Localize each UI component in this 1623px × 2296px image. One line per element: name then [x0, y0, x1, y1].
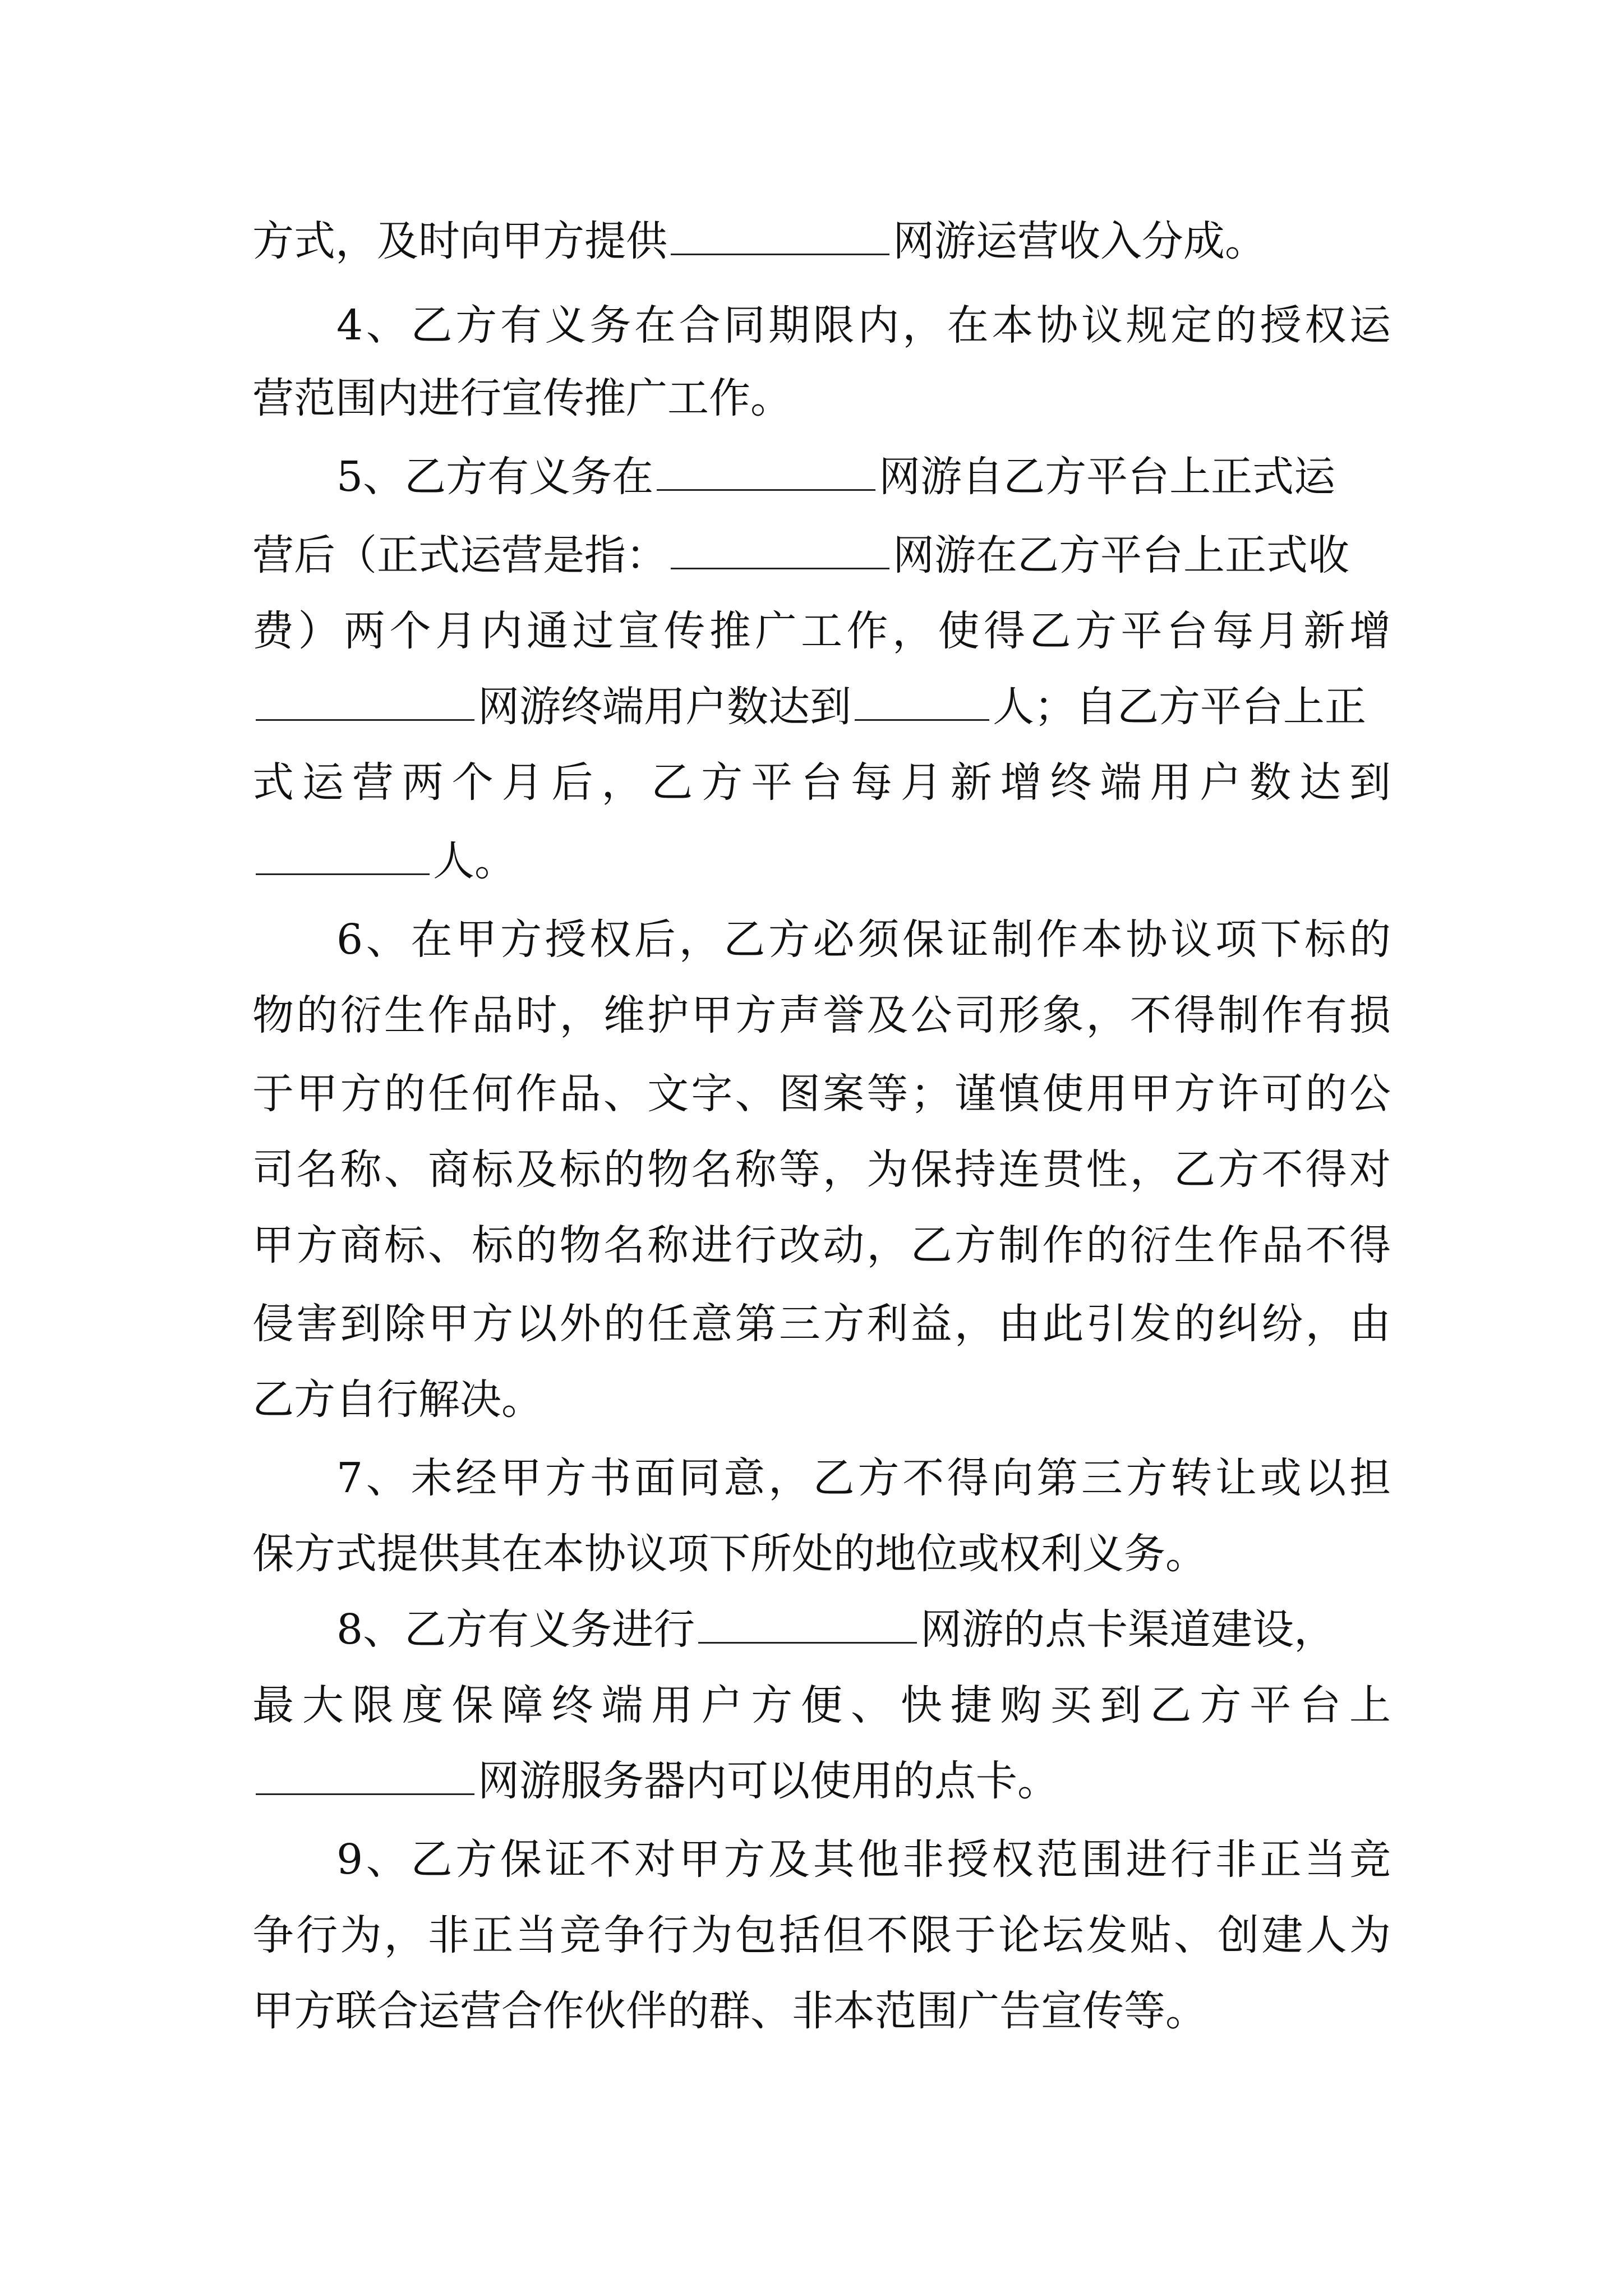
text-line: 甲方联合运营合作伙伴的群、非本范围广告宣传等。 — [252, 1987, 1207, 2035]
text-segment: 网游在乙方平台上正式收 — [893, 531, 1349, 579]
text-line — [252, 676, 1391, 738]
text-segment: 8、乙方有义务进行 — [336, 1605, 695, 1654]
fill-in-blank — [671, 564, 889, 569]
text-line: 9、乙方保证不对甲方及其他非授权范围进行非正当竞 — [336, 1835, 1391, 1884]
text-line: 7、未经甲方书面同意，乙方不得向第三方转让或以担 — [336, 1454, 1391, 1502]
text-line — [252, 524, 1391, 586]
text-segment: 5、乙方有义务在 — [336, 453, 654, 501]
text-line — [252, 210, 1391, 272]
text-line: 保方式提供其在本协议项下所处的地位或权利义务。 — [252, 1530, 1207, 1578]
fill-in-blank — [698, 1639, 917, 1644]
text-line: 争行为，非正当竞争行为包括但不限于论坛发贴、创建人为 — [252, 1911, 1391, 1959]
text-line: 式运营两个月后，乙方平台每月新增终端用户数达到 — [252, 758, 1391, 807]
text-segment: 方式，及时向甲方提供 — [252, 217, 667, 265]
text-line: 物的衍生作品时，维护甲方声誉及公司形象，不得制作有损 — [252, 991, 1391, 1039]
fill-in-blank — [256, 1790, 474, 1795]
text-segment: 人。 — [433, 837, 516, 885]
text-line: 4、乙方有义务在合同期限内，在本协议规定的授权运 — [336, 301, 1391, 349]
text-segment: 网游的点卡渠道建设， — [920, 1605, 1336, 1654]
text-line: 于甲方的任何作品、文字、图案等；谨慎使用甲方许可的公 — [252, 1070, 1391, 1118]
text-line — [336, 446, 1391, 508]
text-line: 司名称、商标及标的物名称等，为保持连贯性，乙方不得对 — [252, 1145, 1391, 1194]
fill-in-blank — [256, 716, 474, 721]
text-line: 费）两个月内通过宣传推广工作，使得乙方平台每月新增 — [252, 607, 1391, 655]
text-line — [252, 1750, 1391, 1812]
text-segment: 网游终端用户数达到 — [478, 683, 851, 731]
text-line: 甲方商标、标的物名称进行改动，乙方制作的衍生作品不得 — [252, 1221, 1391, 1269]
text-line: 6、在甲方授权后，乙方必须保证制作本协议项下标的 — [336, 915, 1391, 964]
text-line: 最大限度保障终端用户方便、快捷购买到乙方平台上 — [252, 1681, 1391, 1729]
text-segment: 人；自乙方平台上正 — [993, 683, 1366, 731]
fill-in-blank — [657, 486, 875, 491]
text-line: 乙方自行解决。 — [252, 1375, 543, 1424]
fill-in-blank — [855, 716, 989, 721]
text-line: 营范围内进行宣传推广工作。 — [252, 374, 792, 422]
text-line — [336, 1599, 1391, 1660]
text-segment: 网游自乙方平台上正式运 — [879, 453, 1336, 501]
text-segment: 网游运营收入分成。 — [893, 217, 1266, 265]
text-segment: 营后（正式运营是指： — [252, 531, 667, 579]
fill-in-blank — [671, 250, 889, 255]
text-segment: 网游服务器内可以使用的点卡。 — [478, 1757, 1059, 1805]
text-line — [252, 830, 1391, 892]
text-line: 侵害到除甲方以外的任意第三方利益，由此引发的纠纷，由 — [252, 1300, 1391, 1348]
fill-in-blank — [256, 870, 430, 875]
